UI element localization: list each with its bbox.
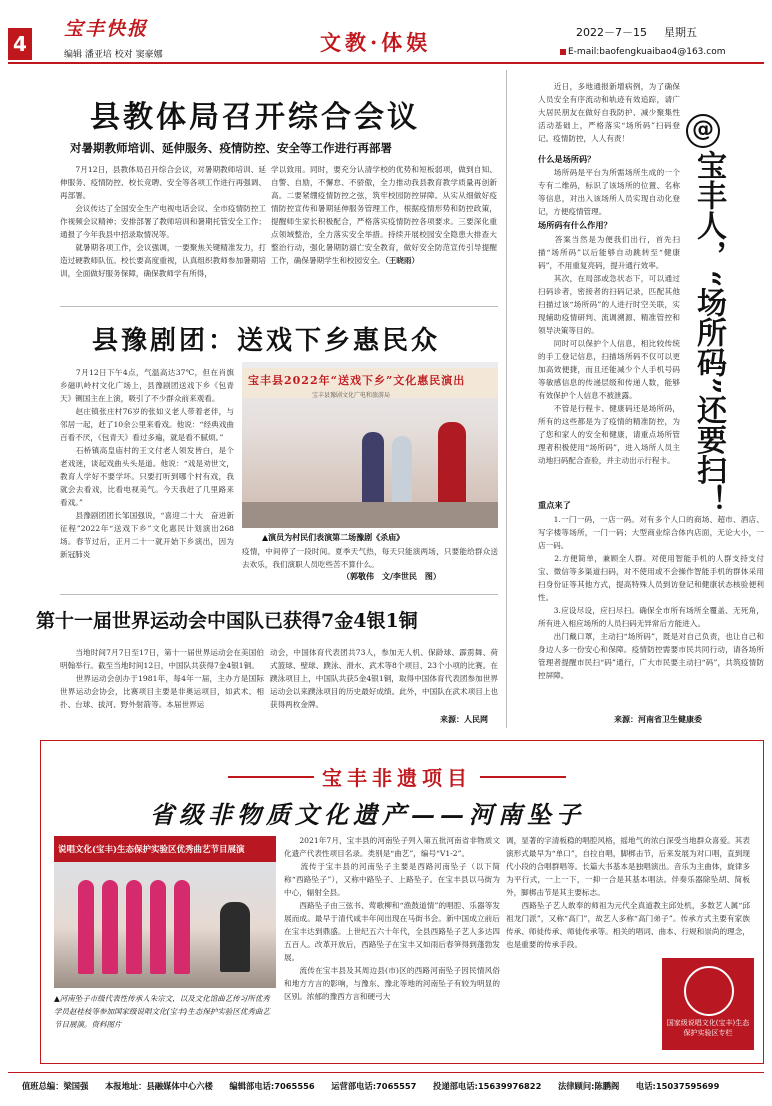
heritage-title: 省级非物质文化遗产——河南坠子	[150, 800, 585, 829]
opera-banner-sub: 宝丰县豫剧文化广电和旅游局	[312, 392, 391, 399]
musician	[220, 902, 250, 972]
heritage-banner: 宝丰非遗项目	[322, 766, 472, 790]
article1-title: 县教体局召开综合会议	[90, 100, 420, 135]
performer-2	[102, 880, 118, 974]
sidebar-q1: 什么是场所码？	[538, 154, 596, 164]
email-text: E-mail:baofengkuaibao4@163.com	[568, 47, 726, 57]
heritage-col2-lower	[506, 930, 656, 1056]
heritage-photo	[54, 836, 276, 988]
heritage-rule-left	[228, 776, 314, 778]
article2-byline: （郭敬伟 文/李世民 图）	[342, 572, 441, 581]
opera-crowd	[242, 502, 498, 528]
section-title: 文教·体娱	[320, 30, 432, 55]
article1-byline: （王晓雨）	[384, 256, 420, 265]
article2-title: 县豫剧团：送戏下乡惠民众	[92, 326, 441, 356]
article3-byline: 来源：人民网	[440, 715, 488, 724]
sidebar-intro: 近日，多地通报新增病例，为了确保人员安全有序流动和轨迹有效追踪，请广大居民朋友在做好自我防护、减少聚集性活动基础上，严格落实“场所码”扫码登记。疫情防控，人人有责！	[538, 82, 680, 143]
article3-col2: 动会，中国体育代表团共73人，参加无人机、保龄球、霹雳舞、荷式篮球、壁球、蹼泳、滑水、武术等8个项目、23个小项的比赛。在蹼泳项目上，中国队共获5金4银1铜，取得中国体育代表团参加世界运动会以来蹼泳项目的历史最好成绩。此外，中国队在武术项目上也获得两枚金牌。	[270, 648, 498, 709]
date-text: 2022－7－15	[576, 26, 647, 39]
article2-col2: 疫情，中间停了一段时间。夏季天气热，每天只能演两场，只要能给群众送去欢乐，我们演职人员吃些苦不算什么。	[242, 547, 498, 569]
weekday-text: 星期五	[664, 26, 697, 39]
section-divider	[60, 594, 498, 595]
footer-info: 值班总编：梁国强 本报地址：县融媒体中心六楼 编辑部电话:7065556 运营部电话:7065557 投递部电话:15639976822 法律顾问:陈鹏阁 电话:15037595699	[22, 1081, 720, 1091]
performer-1	[78, 880, 94, 974]
sidebar-a2: 答案当然是为便我们出行，首先扫描“场所码”以后能够自动跳转至“健康码”，不用重复亮码，提升通行效率。 其次，在局部或急状态下，可以通过扫码诊者，密接者的扫码记录，匹配其他扫描过该“场所码”的人进行时空关联，实现辅助疫情研判、流调溯源、精准管控和领导决策等目的。 同时可以保护个人信息，相比较传统的手工登记信息，扫描场所码不仅可以更加高效便捷，而且还能减少个人手机号码等敏感信息的传递层级和传递人数，能够有效保护个人信息不被泄露。 不管是行程卡、健康码还是场所码，所有的这些都是为了疫情的精准防控，为了您和家人的安全和健康，请重点场所管理者积极使用“场所码”，进入场所人员主动地扫码配合查验，并主动出示行程卡。	[538, 235, 680, 465]
heritage-logo	[662, 958, 754, 1050]
opera-actor-mid	[392, 436, 412, 512]
heritage-rule-right	[480, 776, 566, 778]
opera-photo	[242, 362, 498, 528]
slogan-at-icon: @	[686, 114, 720, 148]
heritage-col1: 2021年7月，宝丰县的河南坠子列入第五批河南省非物质文化遗产代表性项目名录。类别是“曲艺”，编号“Ⅴ1-2”。 流传于宝丰县的河南坠子主要是西路河南坠子（以下简称“西路坠子”），又称中路坠子、上路坠子。在宝丰县以马街为中心，辐射全县。 西路坠子由三弦书、莺歌柳和“渔鼓道情”的唱腔、乐器等发展而成。最早于清代咸丰年间出现在马街书会。新中国成立前后在宝丰达到鼎盛。上世纪五六十年代，全县西路坠子艺人多达四五百人。改革开放后，西路坠子在宝丰又如雨后春笋得到蓬勃发展。 流传在宝丰县及其周边县(市)区的西路河南坠子因民情风俗和地方方言的影响，与豫东、豫北等地的河南坠子有较为明显的区别。浓郁的豫西方言和硬弓大	[284, 836, 500, 1001]
page-number: 4	[8, 28, 32, 60]
article1-col2-text: 学以致用。同时，要充分认清学校的优势和短板弱项，做到自知、自警、自励，不懈怠、不骄傲，全力推动我县教育教学质量再创新高。二要紧绷疫情防控之弦，筑牢校园防控屏障。从实从细做好疫情防控宣传和暑期延伸服务管理工作，根据疫情形势和防控政策，提醒师生家长积极配合，严格落实疫情防控各项要求。三要深化重点领域整治，全力落实安全举措。持续开展校园安全隐患大排查大整治行动，强化暑期防溺亡安全教育，做好安全防范宣传引导提醒工作，确保暑期学生和校园安全。	[271, 165, 497, 265]
column-separator	[506, 70, 507, 728]
sidebar-a1: 场所码是平台为所需场所生成的一个专有二维码，标识了该场所的位置、名称等信息，对出入该场所人员实现自动化登记，方便疫情管理。	[538, 168, 680, 216]
footer-rule	[8, 1072, 764, 1073]
sidebar-q2: 场所码有什么作用？	[538, 220, 612, 230]
heritage-photo-caption: ▲河南坠子市级代表性传承人朱宗文，以及文化馆曲艺传习所优秀学员赵桂枝等参加国家级说唱文化(宝丰)生态保护实验区优秀曲艺节目展演。资料图片	[54, 994, 270, 1029]
editors-line: 编辑 潘亚培 校对 窦豪娜	[64, 50, 163, 60]
heritage-photo-banner: 说唱文化(宝丰)生态保护实验区优秀曲艺节目展演	[58, 845, 245, 855]
section-divider	[60, 306, 498, 307]
email-icon	[560, 49, 566, 55]
article1-subtitle: 对暑期教师培训、延伸服务、疫情防控、安全等工作进行再部署	[70, 141, 392, 155]
sidebar-a3: 1.一门一码，一店一码。对有多个人口的商场、超市、酒店、写字楼等场所，一门一码；大型商业综合体内店面，无论大小，一店一码。 2.方便简单，兼顾全人群。对使用智能手机的人群支持支付宝、微信等多渠道扫码，对不使用或不会操作智能手机的群体采用扫身份证等其他方式，提高特殊人员到访登记和健康状态核验便利性。 3.应设尽设，应扫尽扫。确保全市所有场所全覆盖、无死角，所有进入相应场所的人员扫码无异常后方能进入。 出门戴口罩，主动扫“场所码”，既是对自己负责，也让自己和身边人多一份安心和保障。疫情防控需要市民共同行动，请各场所管理者提醒市民扫“码”通行，广大市民要主动扫“码”，共筑疫情防控屏障。	[538, 515, 764, 680]
heritage-seal-icon	[684, 966, 734, 1016]
opera-banner-text: 宝丰县2022年“送戏下乡”文化惠民演出	[248, 374, 466, 387]
heritage-logo-text: 国家级说唱文化(宝丰)生态保护实验区专栏	[666, 1019, 750, 1037]
article3-col1: 当地时间7月7日至17日，第十一届世界运动会在美国伯明翰举行。截至当地时间12日，中国队共获得7金4银1铜。 世界运动会创办于1981年，每4年一届，主办方是国际世界运动会协会，比赛项目主要是非奥运项目，如武术、相扑、台球、拔河、野外射箭等。本届世界运	[60, 648, 264, 709]
article1-col1: 7月12日，县教体局召开综合会议，对暑期教师培训、延伸服务、疫情防控、校长竞聘、安全等各项工作进行再强调、再部署。 会议传达了全国安全生产电视电话会议、全市疫情防控工作视频会议精神；安排部署了教师培训和暑期托管安全工作；通报了今年我县中招录取情况等。 就暑期各项工作，会议强调，一要聚焦关键精准发力，打造过硬教师队伍。校长要高度重视，认真组织教师参加暑期培训，全面做好服务保障，确保教师学有所得，	[60, 165, 266, 278]
sidebar-q3: 重点来了	[538, 500, 571, 510]
paper-name: 宝丰快报	[64, 18, 149, 40]
opera-actor-right	[438, 422, 466, 514]
article2-col1: 7月12日下午4点，气温高达37℃，但在肖旗乡磁叭岭村文化广场上，县豫剧团送戏下乡《包青天》铡国主在上演，吸引了不少群众前来观看。 赵庄镇张庄村76岁的张如义老人带着老伴，与邻居一起，赶了10余公里来看戏。他说：“经典戏曲百看不厌，《包青天》看过多遍，就是看不腻烦。” 石桥镇高皇庙村的王文付老人领发皆白，是个老戏迷，谈起戏曲头头是道。他说：“戏是劝世文，教育人学好不要学坏。只要打听到哪个村有戏，我就会去看戏，比看电视美气。今天我赶了几里路来看戏。” 县豫剧团团长邹国强说，“喜迎二十大 奋进新征程”2022年“送戏下乡”文化惠民计划演出268场。春节过后，正月二十一就开始下乡演出，因为新冠肺炎	[60, 368, 234, 559]
email-line	[560, 47, 725, 57]
opera-photo-caption: ▲演员为村民们表演第二场豫剧《杀庙》	[262, 533, 405, 542]
performer-3	[126, 880, 142, 974]
performer-5	[174, 880, 190, 974]
opera-actor-left	[362, 432, 384, 512]
article1-col2	[271, 163, 497, 293]
issue-date	[576, 24, 697, 40]
sidebar-byline: 来源：河南省卫生健康委	[614, 715, 702, 724]
performer-4	[150, 880, 166, 974]
article3-title: 第十一届世界运动会中国队已获得7金4银1铜	[36, 610, 418, 632]
slogan-vertical: 宝丰人，“场所码”还要扫！	[691, 150, 726, 515]
heritage-col2: 调，显著的字清板稳的唱腔风格，摇地气的浓白深受当地群众喜爱。其表演形式最早为“单口”，自拉自唱，脚梆击节，后来发展为对口唱，直到现代小段的合唱群唱等。长篇大书基本是独唱演出。音乐为主曲体，旋律多为平行式，一上一下，一抑一合是其基本唱法。伴奏乐器除坠胡、简板外，脚梆击节是其主要标志。 西路坠子艺人敢奉的师祖为元代全真道教主邱处机，多数艺人属“邱祖龙门派”，又称“高门”，故艺人多称“高门弟子”。传承方式主要有家族传承、师徒传承、师徒传承等。相关的唱词、曲本、行规和崇尚的理念，也是重要的传承手段。	[506, 836, 750, 949]
header-rule	[8, 62, 764, 64]
